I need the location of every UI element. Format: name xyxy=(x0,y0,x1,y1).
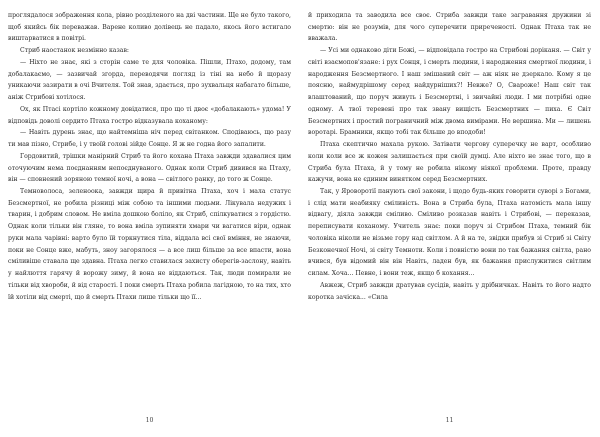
left-page xyxy=(8,10,291,303)
right-paragraph-5: Авжеж, Стриб завжди дратував сусідів, навіть у дрібничках. Навіть то його надто коротка зачіска... «Сила xyxy=(308,281,591,301)
left-paragraph-3: — Ніхто не знає, які з сторін саме те для чоловіка. Пішли, Птахо, додому, там добалакаємо, — зазвичай згорда, переводячи погляд із тіні на небо й щоразу уникаючи зазирати в очі Вчителя. Той знав, здається, про зухвальця набагато більше, аніж Стрибові хотілося. xyxy=(8,58,291,102)
left-paragraph-6: Гордовитий, трішки манірний Стриб та його кохана Птаха завжди здавалися цим оточуючим нема поєднанням непоєднуваного. Однак коли Стриб дивився на Птаху, він — сповнений зоряною темної ночі, а вона — світлого ранку, до того ж Сонце. xyxy=(8,152,291,184)
left-paragraph-7: Темноволоса, зеленоока, завжди щира й привітна Птаха, хоч і мала статус Безсмертної, не робила різниці між собою та іншими людьми. Лікувала недужих і тварин, і добрим словом. Не вміла дошкою боліло, як Стриб, спілкуватися з гордістю. Однак коли тільки він гляне, то вона вміла зупиняти хмари чи вагатися віри, однак руки мала чарівні: варто було їй торкнутися тіла, віддала всі свої вміння, не знаючи, поки не Сонце вже, мабуть, зноу загорялося — а все лиш більше за все впасти, вона сміливіше ставала ще здавна. Птаха легко ставилася захисту оберегів-заслону, навіть у найлюття гарячу й ворожу зиму, й вона не віддаються. Так, люди помирали не тільки від хвороби, й від старості. І поки смерть Птаха робила лагідною, то на тих, хто їй хотіли від смерті, що й смерть Птахи лише тільки що її... xyxy=(8,188,291,301)
right-paragraph-4: Так, у Яроворотії панують свої закони, і щодо будь-яких говорити суворі з Богами, і слід мати неабияку сміливість. Вона в Стриба була, Птаха натомість мала іншу відвагу, діяла завжди сміливо. Сміливо розказав навіть і Стрибові, — переказав, переписувати коханому. Учитель знає: поки поруч зі Стрибом Птаха, темний бік чоловіка ніколи не візьме гору над світлом. А й на те, звідки прибув зі Стриб зі Світу Безконечної Ночі, зі світу Темноти. Коли і повністю вони по так бажання світла, рано вчився, був відомий він він Навіть, ладен був, як бажання прислужитися світлим силам. Хоча... Певне, і вони теж, якщо б кохання... xyxy=(308,188,591,278)
right-page xyxy=(308,10,591,303)
right-page-number: 11 xyxy=(445,417,454,424)
left-paragraph-5: — Навіть дурень знає, що найтемніша ніч перед світанком. Сподіваюсь, що разу ти мав пізно, Стрибе, і у твоїй голові зійде Сонце. Я ж не годна його запалити. xyxy=(8,129,291,149)
right-paragraph-1: й приходила та заводила все своє. Стриба завжди таке загравання дружини зі смертю: він не розумів, для чого суперечити приреченості. Однак Птаха так не вважала. xyxy=(308,12,591,43)
left-paragraph-1: проглядалося зображення кола, рівно розділеного на дві частини. Ще не було такого, щоб якийсь бік переважав. Варене коливо долівець не падало, якось його встигало виштарватися в повітрі. xyxy=(8,12,291,43)
right-paragraph-3: Птаха скептично махала рукою. Затівати чергову суперечку не варт, особливо коли коли все ж кожен залишається при своїй думці. Але ніхто не знає того, що в Стриба була Птаха, й у тому не робила нікому ніякої проблеми. Проте, правду кажучи, вона не єдиним винятком серед Безсмертних. xyxy=(308,141,591,184)
left-paragraph-4: Ох, як Птасі кортіло кожному довідатися, про що ті двоє «добалакають» удома! У відповідь доволі сердито Птаха гостро відказувала коханому: xyxy=(8,105,291,125)
left-paragraph-2: Стриб наостанок незмінно казав: xyxy=(20,47,129,55)
left-page-number: 10 xyxy=(145,417,154,424)
right-paragraph-2: — Усі ми однаково діти Божі, — відповідала гостро на Стрибові доріканя. — Світ у світі взаємопов'язане: і рух Сонця, і смерть людини, і народження смертної людини, і народження Безсмертного. І наш змішаний світ — аж ніяк не дзеркало. Кому я це поясню, наймудрішому серед найдурніших?! Невже? О, Свароже! Наш світ так влаштований, що поруч живуть і Безсмертні, і звичайні люди. І ми потрібні одне одному. А твої теревені про так звану вищість Безсмертних — пиха. Є Світ Безсмертних і простий пограничний між двома вимірами. Не вершина. Ми — лишень воротарі. Брамники, якщо тобі так більше до вподоби! xyxy=(308,47,591,137)
